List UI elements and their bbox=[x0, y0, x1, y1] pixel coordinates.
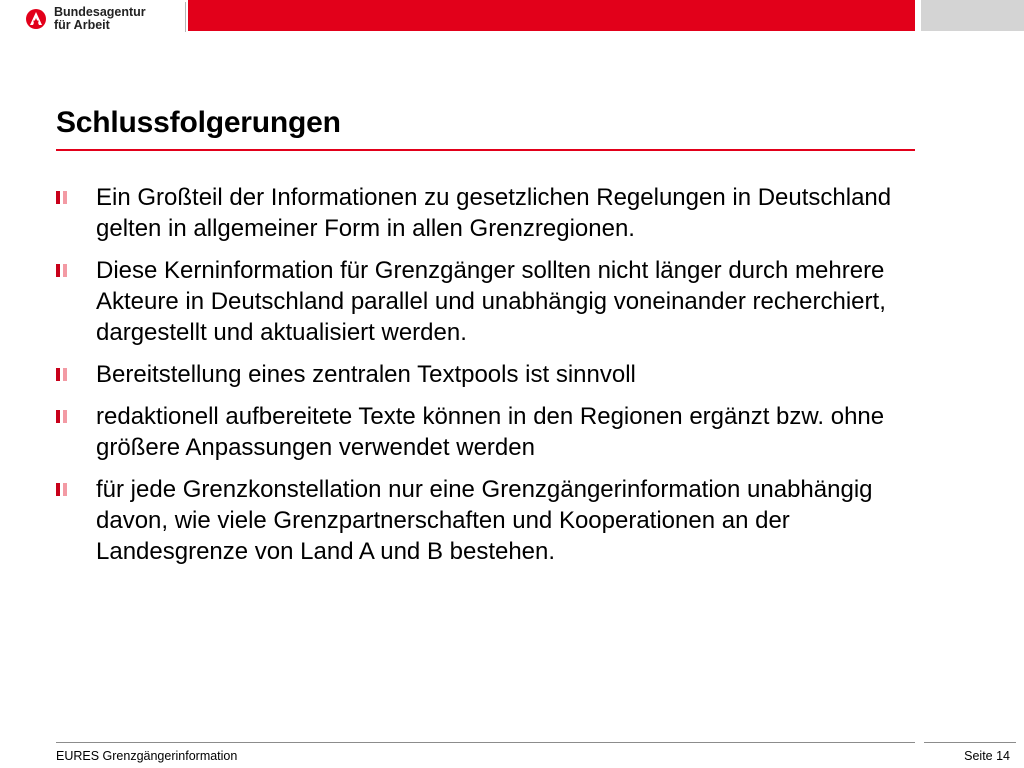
bullet-item bbox=[56, 182, 926, 244]
title-underline bbox=[56, 149, 915, 151]
brand-name-line1: Bundesagentur bbox=[54, 5, 146, 19]
bullet-text: Diese Kerninformation für Grenzgänger sollten nicht länger durch mehrere Akteure in Deutschland parallel und unabhängig voneinander recherchiert, dargestellt und aktualisiert werden. bbox=[96, 257, 886, 346]
bullet-item bbox=[56, 255, 926, 348]
bullet-item bbox=[56, 401, 926, 463]
bullet-item bbox=[56, 359, 926, 390]
bullet-text: Ein Großteil der Informationen zu gesetzlichen Regelungen in Deutschland gelten in allgemeiner Form in allen Grenzregionen. bbox=[96, 184, 892, 242]
bullet-item bbox=[56, 474, 926, 567]
bullet-marker-icon bbox=[56, 359, 96, 390]
bullet-text: für jede Grenzkonstellation nur eine Grenzgängerinformation unabhängig davon, wie viele Grenzpartnerschaften und Kooperationen an der Landesgrenze von Land A und B bestehen. bbox=[96, 476, 873, 565]
header-red-bar bbox=[188, 0, 915, 31]
brand-name-line2: für Arbeit bbox=[54, 18, 110, 32]
footer-divider-right bbox=[924, 742, 1016, 743]
brand-name bbox=[54, 6, 146, 32]
footer-title: EURES Grenzgängerinformation bbox=[56, 749, 238, 763]
header-gray-bar bbox=[921, 0, 1024, 31]
bullet-marker-icon bbox=[56, 255, 96, 286]
bullet-marker-icon bbox=[56, 401, 96, 432]
bullet-text: Bereitstellung eines zentralen Textpools ist sinnvoll bbox=[96, 361, 636, 388]
bullet-marker-icon bbox=[56, 182, 96, 213]
bundesagentur-logo-icon bbox=[26, 9, 46, 29]
header-divider bbox=[185, 2, 186, 32]
slide-title: Schlussfolgerungen bbox=[56, 106, 341, 139]
bullet-text: redaktionell aufbereitete Texte können in den Regionen ergänzt bzw. ohne größere Anpassungen verwendet werden bbox=[96, 403, 885, 461]
footer-divider bbox=[56, 742, 915, 743]
bullet-list bbox=[56, 182, 926, 578]
page-number: Seite 14 bbox=[964, 749, 1010, 763]
brand-logo bbox=[26, 3, 146, 35]
bullet-marker-icon bbox=[56, 474, 96, 505]
